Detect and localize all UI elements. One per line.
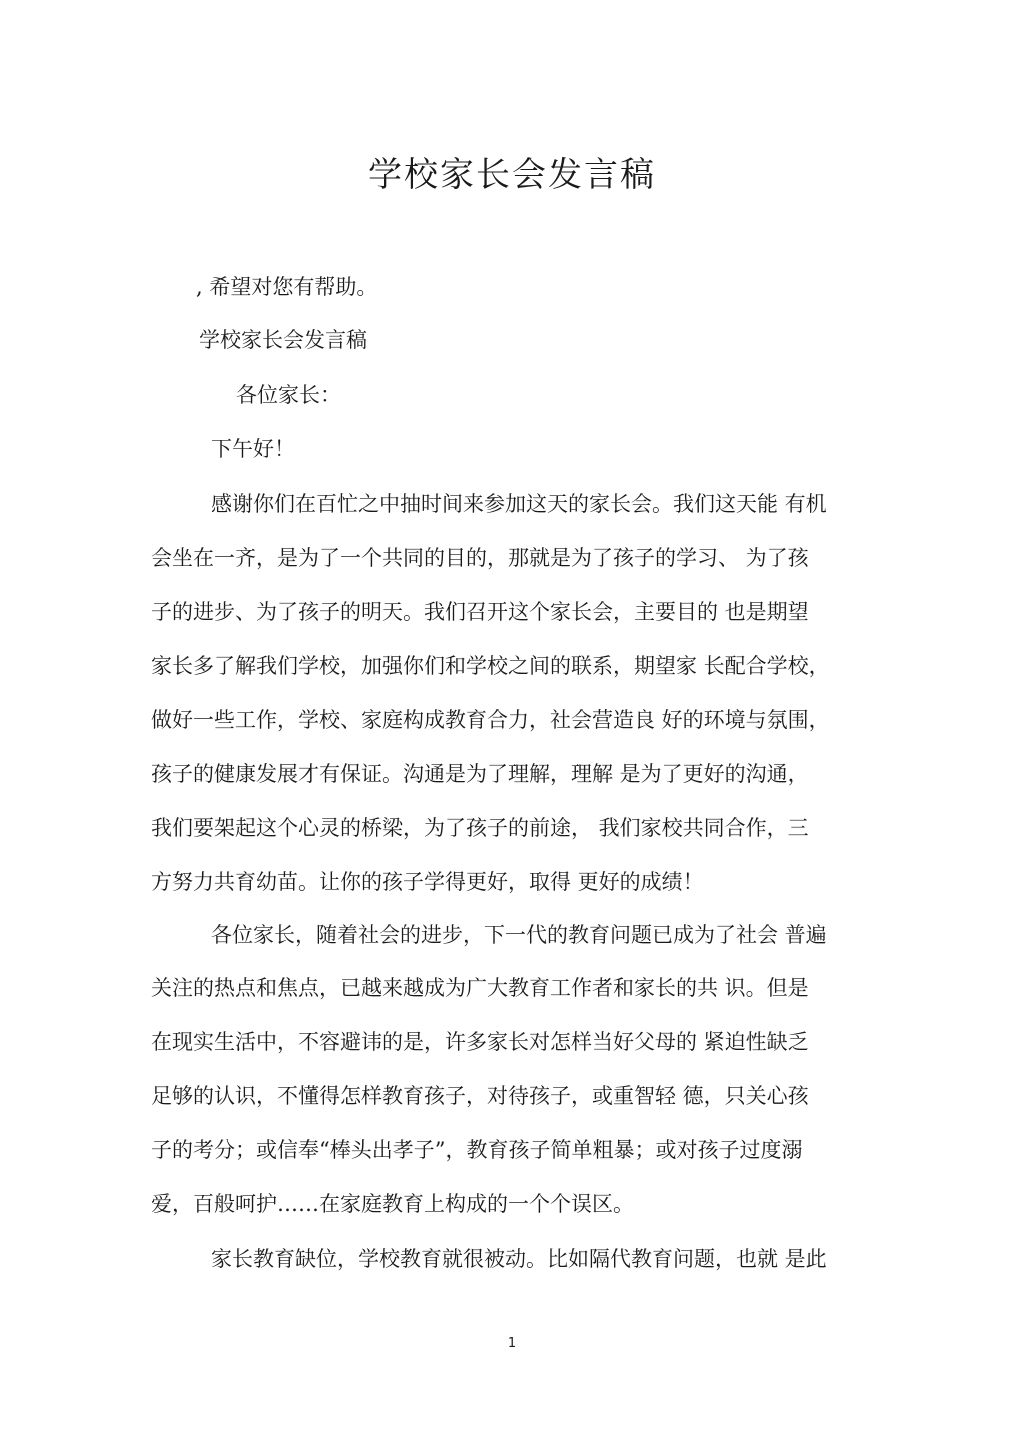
greeting-line: 下午好！ xyxy=(211,437,295,461)
document-title: 学校家长会发言稿 xyxy=(368,155,656,195)
intro-line: , 希望对您有帮助。 xyxy=(196,275,378,299)
paragraph-line: 家长多了解我们学校，加强你们和学校之间的联系，期望家 长配合学校， xyxy=(151,654,830,678)
paragraph-line: 足够的认识，不懂得怎样教育孩子，对待孩子，或重智轻 德，只关心孩 xyxy=(151,1084,809,1108)
paragraph-line: 做好一些工作，学校、家庭构成教育合力，社会营造良 好的环境与氛围， xyxy=(151,708,830,732)
paragraph-line: 家长教育缺位，学校教育就很被动。比如隔代教育问题，也就 是此 xyxy=(211,1247,827,1271)
salutation-line: 各位家长： xyxy=(236,383,341,407)
paragraph-line: 各位家长，随着社会的进步，下一代的教育问题已成为了社会 普遍 xyxy=(211,923,827,947)
page-number: 1 xyxy=(507,1336,517,1351)
paragraph-line: 孩子的健康发展才有保证。沟通是为了理解，理解 是为了更好的沟通， xyxy=(151,762,809,786)
subtitle-line: 学校家长会发言稿 xyxy=(199,328,367,352)
paragraph-line: 感谢你们在百忙之中抽时间来参加这天的家长会。我们这天能 有机 xyxy=(211,492,827,516)
paragraph-line: 方努力共育幼苗。让你的孩子学得更好，取得 更好的成绩！ xyxy=(151,870,704,894)
paragraph-line: 我们要架起这个心灵的桥梁，为了孩子的前途， 我们家校共同合作，三 xyxy=(151,816,809,840)
paragraph-line: 子的考分；或信奉“棒头出孝子”，教育孩子简单粗暴；或对孩子过度溺 xyxy=(151,1138,803,1162)
paragraph-line: 在现实生活中，不容避讳的是，许多家长对怎样当好父母的 紧迫性缺乏 xyxy=(151,1030,809,1054)
paragraph-line: 子的进步、为了孩子的明天。我们召开这个家长会，主要目的 也是期望 xyxy=(151,600,809,624)
paragraph-line: 会坐在一齐，是为了一个共同的目的，那就是为了孩子的学习、 为了孩 xyxy=(151,546,809,570)
paragraph-line: 爱，百般呵护……在家庭教育上构成的一个个误区。 xyxy=(151,1192,634,1216)
paragraph-line: 关注的热点和焦点，已越来越成为广大教育工作者和家长的共 识。但是 xyxy=(151,976,809,1000)
